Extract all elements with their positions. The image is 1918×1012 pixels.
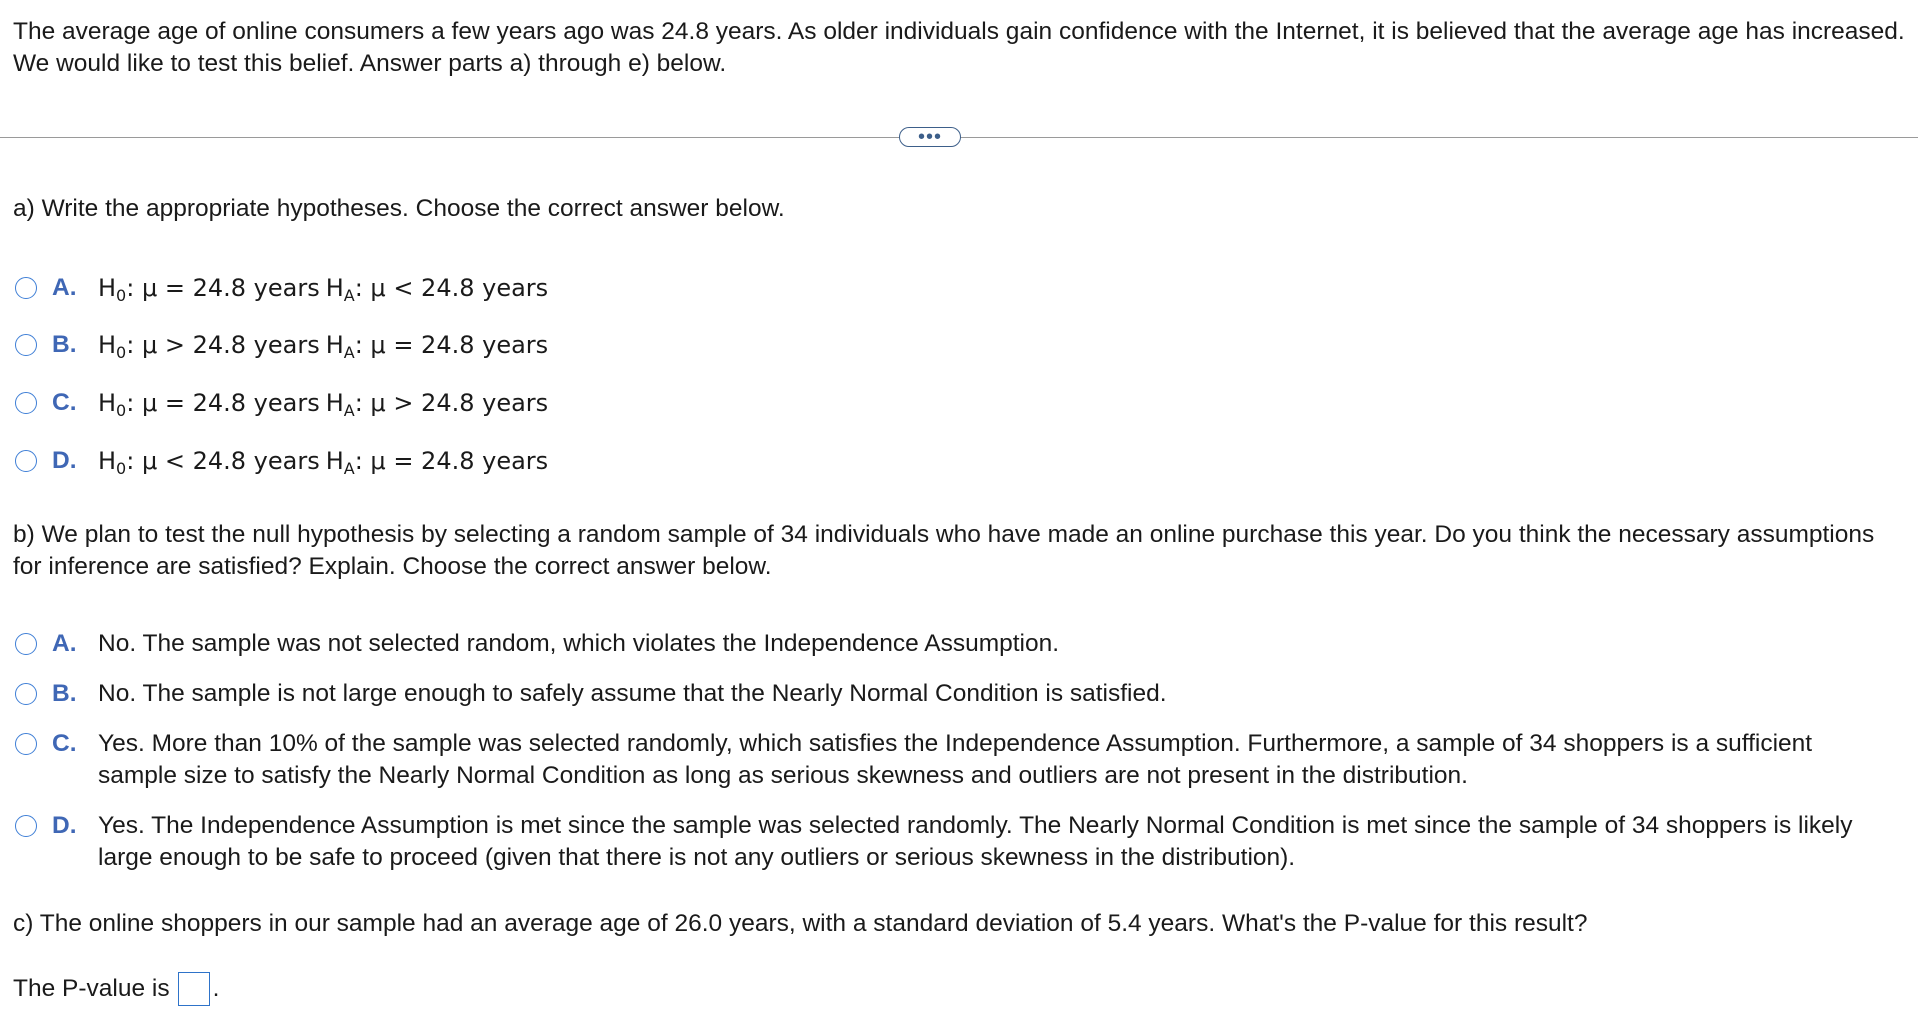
- problem-intro: The average age of online consumers a few years ago was 24.8 years. As older individuals gain confidence with the Internet, it is believed that the average age has increased. We would like to test this belief. Answer parts a) through e) below.: [13, 18, 1905, 77]
- part-c-question: c) The online shoppers in our sample had an average age of 26.0 years, with a standard deviation of 5.4 years. What's the P-value for this result?: [13, 910, 1588, 937]
- option-letter: B.: [52, 331, 77, 358]
- option-letter: D.: [52, 812, 77, 839]
- radio-button[interactable]: [15, 450, 37, 472]
- p-value-suffix: .: [212, 975, 220, 1002]
- radio-button[interactable]: [15, 733, 37, 755]
- option-text: Yes. The Independence Assumption is met since the sample was selected randomly. The Nearly Normal Condition is met since the sample of 34 shoppers is likely large enough to be safe to proceed (given that there is not any outliers or serious skewness in the distribution).: [98, 812, 1853, 871]
- option-letter: A.: [52, 630, 77, 657]
- part-a-option-c[interactable]: [15, 387, 548, 419]
- hypotheses-text: $H_0$: μ = 24.8 years $H_A$: μ < 24.8 years: [98, 274, 549, 305]
- radio-button[interactable]: [15, 277, 37, 299]
- p-value-answer-row: [13, 972, 219, 1006]
- part-b-question: b) We plan to test the null hypothesis by selecting a random sample of 34 individuals who have made an online purchase this year. Do you think the necessary assumptions for inference are satisfied? Explain. Choose the correct answer below.: [13, 521, 1875, 580]
- option-text: No. The sample is not large enough to safely assume that the Nearly Normal Condition is satisfied.: [98, 680, 1167, 707]
- option-letter: C.: [52, 730, 77, 757]
- option-letter: C.: [52, 389, 77, 416]
- part-a-option-d[interactable]: [15, 445, 548, 477]
- option-text: Yes. More than 10% of the sample was selected randomly, which satisfies the Independence Assumption. Furthermore, a sample of 34 shoppers is a sufficient sample size to satisfy the Nearly Normal Condition as long as serious skewness and outliers are not present in the distribution.: [98, 730, 1813, 789]
- part-b-option-a[interactable]: [15, 628, 1895, 660]
- hypotheses-text: $H_0$: μ < 24.8 years $H_A$: μ = 24.8 years: [98, 447, 549, 478]
- p-value-label: The P-value is: [13, 975, 170, 1002]
- option-letter: A.: [52, 274, 77, 301]
- part-a-question: a) Write the appropriate hypotheses. Choose the correct answer below.: [13, 195, 785, 222]
- hypotheses-text: $H_0$: μ = 24.8 years $H_A$: μ > 24.8 years: [98, 389, 549, 420]
- option-letter: D.: [52, 447, 77, 474]
- radio-button[interactable]: [15, 683, 37, 705]
- p-value-input[interactable]: [178, 972, 210, 1006]
- part-b-option-d[interactable]: [15, 810, 1895, 874]
- part-a-option-b[interactable]: [15, 329, 548, 361]
- radio-button[interactable]: [15, 392, 37, 414]
- radio-button[interactable]: [15, 815, 37, 837]
- option-text: No. The sample was not selected random, which violates the Independence Assumption.: [98, 630, 1060, 657]
- more-options-button[interactable]: •••: [899, 127, 961, 147]
- radio-button[interactable]: [15, 633, 37, 655]
- part-a-option-a[interactable]: [15, 272, 548, 304]
- part-b-option-b[interactable]: [15, 678, 1895, 710]
- part-b-option-c[interactable]: [15, 728, 1870, 792]
- option-letter: B.: [52, 680, 77, 707]
- radio-button[interactable]: [15, 334, 37, 356]
- hypotheses-text: $H_0$: μ > 24.8 years $H_A$: μ = 24.8 years: [98, 331, 549, 362]
